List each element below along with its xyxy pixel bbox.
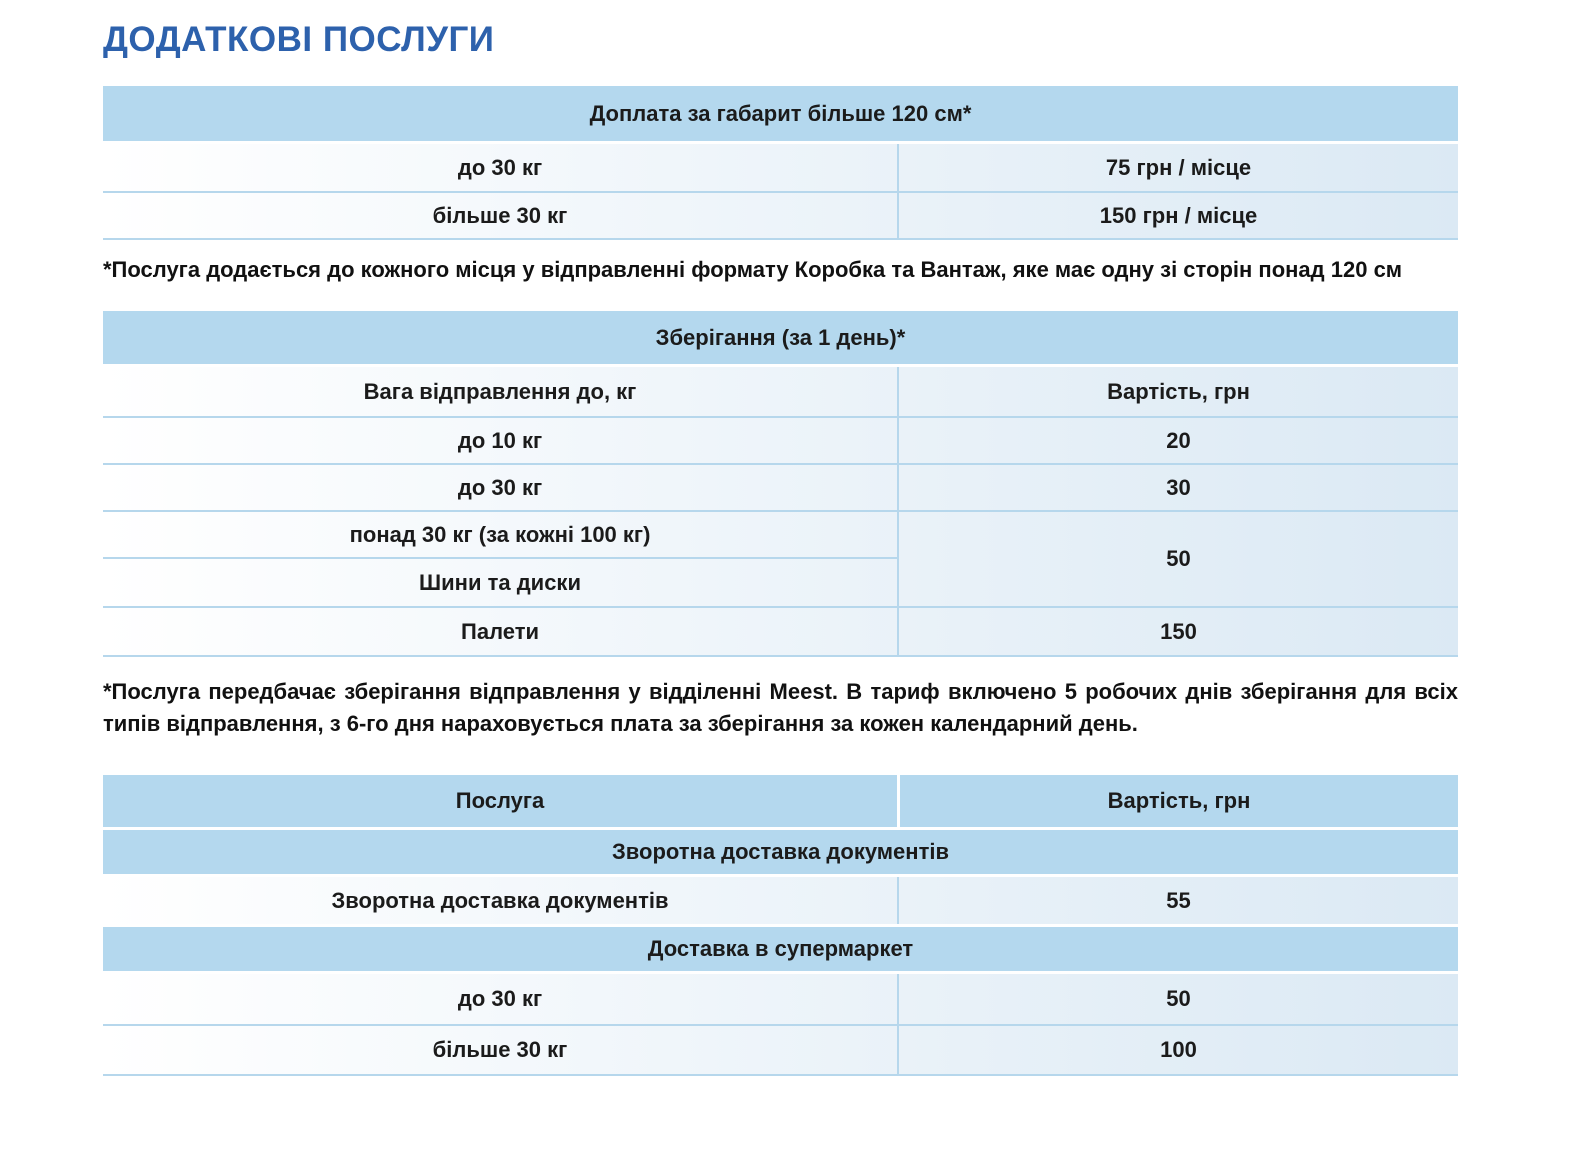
column-header-row [103,775,1458,830]
row-value: 150 [897,608,1458,655]
storage-table-header: Зберігання (за 1 день)* [103,311,1458,367]
row-label: до 30 кг [457,986,543,1011]
table-row [103,418,1458,465]
storage-note: *Послуга передбачає зберігання відправлення у відділенні Meest. В тариф включено 5 робочих днів зберігання для всіх типів відправлення, з 6-го дня нараховується плата за зберігання за кожен календарний день. [103,679,1458,736]
row-label: до 10 кг [457,427,543,453]
table-row [103,191,1458,238]
surcharge-note: *Послуга додається до кожного місця у відправленні формату Коробка та Вантаж, яке має одну зі сторін понад 120 см [103,257,1403,282]
row-value: 30 [897,465,1458,510]
row-label: більше 30 кг [432,202,568,228]
surcharge-table-header: Доплата за габарит більше 120 см* [103,86,1458,144]
row-value: 150 грн / місце [897,193,1458,238]
section-header-supermarket: Доставка в супермаркет [103,927,1458,974]
row-value: 55 [897,877,1458,924]
table-merged-rows [103,512,1458,608]
table-row [103,144,1458,191]
row-label: більше 30 кг [432,1037,568,1062]
row-label: Зворотна доставка документів [331,887,669,913]
column-header-label: Вага відправлення до, кг [363,378,637,404]
table-row [103,1024,1458,1074]
table-row [103,974,1458,1024]
row-label: понад 30 кг (за кожні 100 кг) [103,512,897,559]
page-title: ДОДАТКОВІ ПОСЛУГИ [103,20,495,59]
services-table [103,775,1458,1076]
merged-row-value: 50 [897,512,1458,606]
row-label: до 30 кг [457,154,543,180]
column-header-value: Вартість, грн [897,367,1458,416]
row-label: Шини та диски [419,569,581,595]
row-value: 75 грн / місце [897,144,1458,191]
row-label: Палети [461,618,539,644]
table-row [103,465,1458,512]
column-header-value: Вартість, грн [897,775,1458,827]
row-value: 100 [897,1026,1458,1074]
surcharge-table [103,86,1458,240]
storage-table [103,311,1458,657]
column-header-label: Послуга [103,775,897,827]
table-row [103,608,1458,655]
column-header-row [103,367,1458,418]
row-value: 50 [897,974,1458,1024]
row-value: 20 [897,418,1458,463]
section-header-return-docs: Зворотна доставка документів [103,830,1458,877]
row-label: до 30 кг [457,474,543,500]
table-row [103,877,1458,927]
